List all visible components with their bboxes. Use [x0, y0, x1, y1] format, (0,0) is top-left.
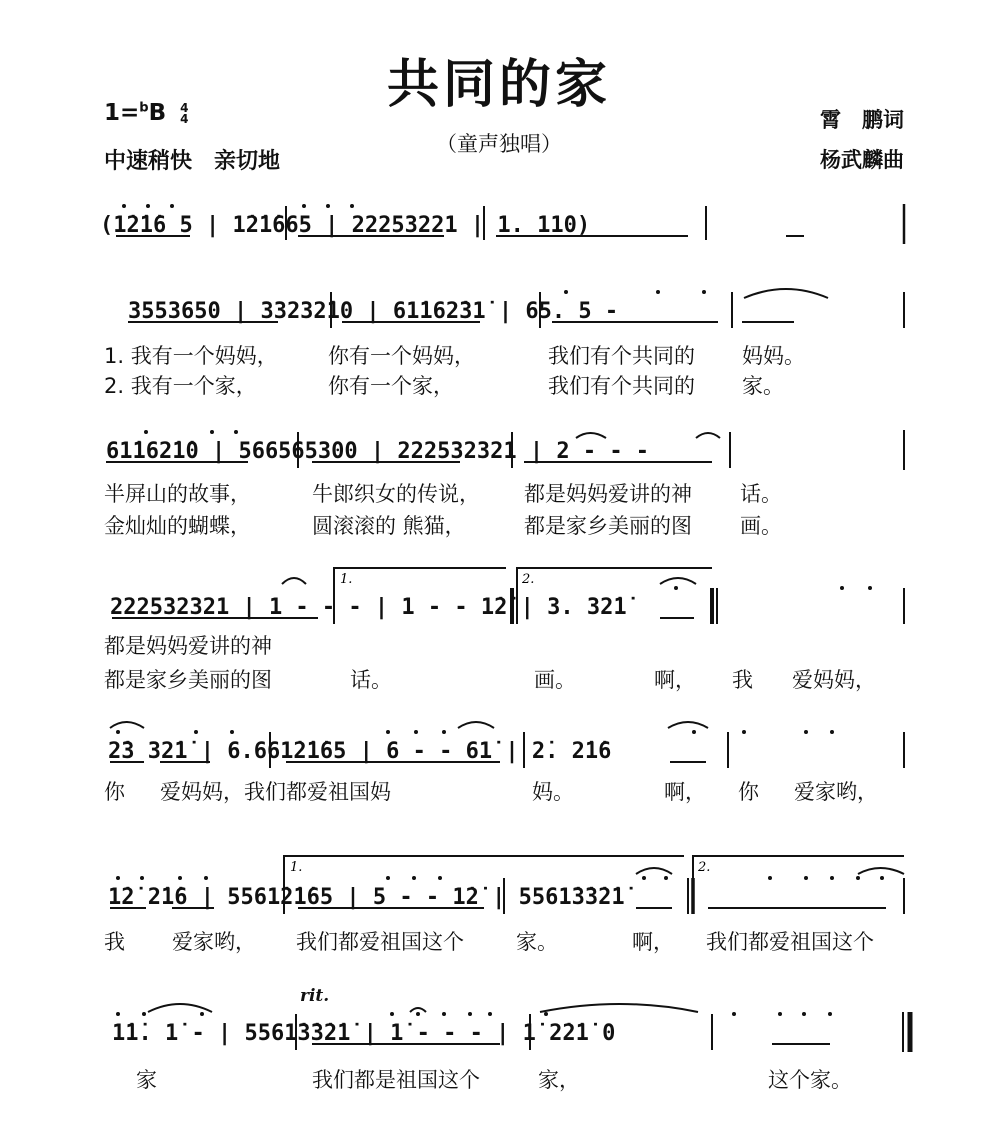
lyric-line: 话。 — [740, 482, 782, 506]
key-label: 1= — [104, 100, 140, 126]
system-5-notes: 2̇3 32̇1̇ | 6.661̇2̇1̇65 | 6 - - 61̇ | 2̇. 2̇1̇6 — [108, 739, 612, 764]
lyric-line: 我 — [732, 668, 753, 692]
volta-1-label-b: 1. — [290, 860, 303, 875]
lyric-line: 我们都爱祖国这个 — [706, 930, 874, 954]
lyric-line: 我们有个共同的 — [548, 344, 695, 368]
system-2-notes: 3553650 | 33232̇10 | 61̇162̇31̇ | 65. 5 - — [128, 299, 619, 324]
lyric-line: 你 — [738, 780, 759, 804]
lyric-line: 这个家。 — [768, 1068, 852, 1092]
ritardando-marking: rit. — [300, 986, 330, 1006]
lyric-line: 话。 — [350, 668, 392, 692]
lyric-line: 都是妈妈爱讲的神 — [524, 482, 692, 506]
song-title: 共同的家 — [386, 55, 611, 115]
lyric-line: 半屏山的故事， — [104, 482, 251, 506]
lyric-line: 我们都爱祖国这个 — [296, 930, 464, 954]
system-3-notes: 61̇162̇1̇0 | 566565300 | 222532321 | 2 - - - — [106, 439, 650, 464]
lyric-line: 爱妈妈，我们都爱祖国妈 — [160, 780, 391, 804]
lyric-line: 你有一个妈妈， — [328, 344, 475, 368]
lyric-line: 家 — [136, 1068, 157, 1092]
lyric-line: 画。 — [534, 668, 576, 692]
lyric-line: 圆滚滚的 熊猫， — [312, 514, 466, 538]
system-6-notes: 1̇2̇ 2̇1̇6 | 5561̇2̇1̇65 | 5 - - 1̇2̇ | 5561̇3̇3̇2̇1̇ — [108, 885, 625, 910]
lyric-line: 妈妈。 — [742, 344, 805, 368]
lyric-line: 妈。 — [532, 780, 574, 804]
composer-credit: 杨武麟曲 — [820, 148, 904, 172]
lyric-line: 爱家哟， — [794, 780, 878, 804]
lyric-line: 都是家乡美丽的图 — [104, 668, 272, 692]
lyric-line: 啊， — [654, 668, 696, 692]
system-4-notes: 222532321 | 1 - - - | 1 - - 1̇2̇ | 3. 32̇1̇ — [110, 595, 627, 620]
lyric-line: 我们有个共同的 — [548, 374, 695, 398]
lyric-line: 都是妈妈爱讲的神 — [104, 634, 272, 658]
lyric-line: 爱妈妈， — [792, 668, 876, 692]
lyric-line: 家。 — [516, 930, 558, 954]
lyric-line: 都是家乡美丽的图 — [524, 514, 692, 538]
key-note: B — [148, 100, 167, 126]
lyricist-credit: 霄 鹏词 — [820, 108, 904, 132]
lyric-line: 我 — [104, 930, 125, 954]
lyric-line: 金灿灿的蝴蝶， — [104, 514, 251, 538]
lyric-line: 牛郎织女的传说， — [312, 482, 480, 506]
system-7-notes: 1̇1̇. 1̇ - | 5561̇3̇3̇2̇1̇ | 1̇ - - - | 1̇ 2̇2̇1̇ 0 — [112, 1021, 616, 1046]
lyric-line: 你 — [104, 780, 125, 804]
tempo-marking: 中速稍快 亲切地 — [104, 149, 281, 174]
lyric-line: 家。 — [742, 374, 784, 398]
volta-2-label-b: 2. — [698, 860, 711, 875]
lyric-line: 爱家哟， — [172, 930, 256, 954]
lyric-line: 你有一个家， — [328, 374, 454, 398]
song-subtitle: （童声独唱） — [436, 132, 562, 156]
lyric-line: 2. 我有一个家， — [104, 374, 257, 398]
lyric-line: 家， — [538, 1068, 580, 1092]
key-flat: b — [139, 100, 149, 116]
lyric-line: 啊， — [664, 780, 706, 804]
lyric-line: 1. 我有一个妈妈， — [104, 344, 278, 368]
time-top: 4 — [180, 100, 189, 115]
lyric-line: 画。 — [740, 514, 782, 538]
lyric-line: 我们都是祖国这个 — [312, 1068, 480, 1092]
volta-1-label: 1. — [340, 572, 353, 587]
system-1-notes: (1̇2̇1̇6 5 | 1̇2̇1̇665 | 22253221 | 1. 110) — [100, 213, 591, 238]
lyric-line: 啊， — [632, 930, 674, 954]
volta-2-label: 2. — [522, 572, 535, 587]
time-bottom: 4 — [180, 111, 189, 126]
